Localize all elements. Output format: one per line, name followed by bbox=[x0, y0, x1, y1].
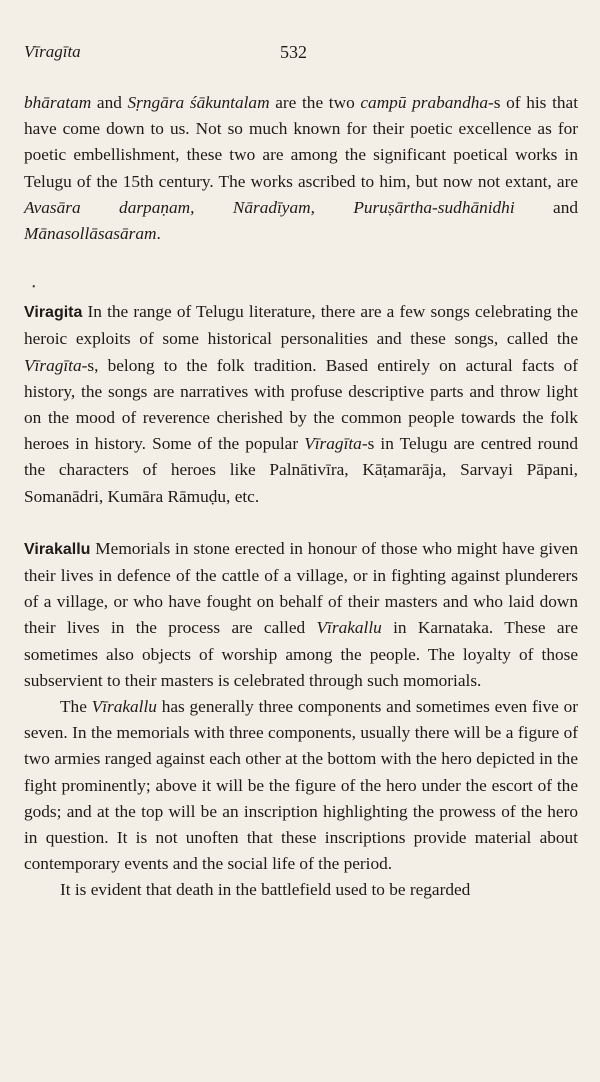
text-run: Vīragīta bbox=[304, 434, 362, 454]
text-run: and bbox=[91, 93, 128, 112]
running-head: Vīragīta bbox=[24, 42, 81, 61]
text-run: are the two bbox=[269, 93, 361, 112]
entry-term: Viragita bbox=[24, 304, 83, 322]
text-run: Memorials in stone erected in honour of those who might have given their lives in defence of the cattle of a village, or in fighting against plunderers of a village, or who have fought on behalf of their masters and who laid down their lives in the process are called bbox=[24, 538, 578, 638]
text-run: Vīragīta bbox=[24, 355, 82, 375]
text-run: Sṛngāra śākuntalam bbox=[127, 93, 270, 112]
text-run: Avasāra darpaṇam, Nāradīyam, Puruṣārtha-sudhānidhi bbox=[24, 197, 515, 217]
text-run: The bbox=[60, 697, 92, 717]
text-run: It is evident that death in the battlefield used to be regarded bbox=[60, 880, 471, 900]
text-run: and bbox=[514, 197, 578, 217]
text-run: -s in Telugu are centred round the characters of heroes like Palnātivīra, Kāṭamarāja, Sarvayi Pāpani, Somanādri, Kumāra Rāmuḍu, etc. bbox=[24, 434, 578, 506]
paragraph-components bbox=[24, 694, 578, 877]
text-run: -s of his that have come down to us. Not so much known for their poetic excellence as for poetic embellishment, these two are among the significant poetical works in Telugu of the 15th century. The works ascribed to him, but now not extant, are bbox=[24, 93, 578, 191]
text-run: campū prabandha bbox=[360, 93, 488, 112]
text-run: Vīrakallu bbox=[316, 618, 382, 638]
body-text bbox=[24, 90, 578, 904]
text-run: Mānasollāsasāram bbox=[24, 224, 157, 244]
entry-term: Virakallu bbox=[24, 540, 91, 558]
page-header bbox=[24, 42, 576, 66]
text-run: . bbox=[156, 224, 161, 244]
text-run: bhāratam bbox=[24, 93, 92, 112]
paragraph-continuation bbox=[24, 90, 578, 247]
text-run: in Karnataka. These are sometimes also objects of worship among the people. The loyalty of those subservient to their masters is celebrated through such momorials. bbox=[24, 618, 578, 690]
entry-viragita bbox=[24, 299, 578, 510]
text-run: Vīrakallu bbox=[91, 697, 157, 717]
text-run: In the range of Telugu literature, there are a few songs celebrating the heroic exploits of some historical personalities and these songs, called the bbox=[24, 302, 578, 349]
page-number: 532 bbox=[280, 42, 307, 62]
text-run: -s, belong to the folk tradition. Based entirely on actural facts of history, the songs are narratives with profuse descriptive parts and throw light on the mood of reverence cherished by the common people towards the folk heroes in history. Some of the popular bbox=[24, 355, 578, 454]
text-run: has generally three components and sometimes even five or seven. In the memorials with three components, usually there will be a figure of two armies ranged against each other at the bottom with the hero depicted in the fight prominently; above it will be the figure of the hero under the escort of the gods; and at the top will be an inscription highlighting the prowess of the hero in question. It is not unoften that these inscriptions provide material about contemporary events and the social life of the period. bbox=[24, 697, 578, 874]
paragraph-final bbox=[24, 877, 578, 903]
entry-virakallu bbox=[24, 536, 578, 694]
stray-dot-mark: • bbox=[32, 282, 36, 293]
